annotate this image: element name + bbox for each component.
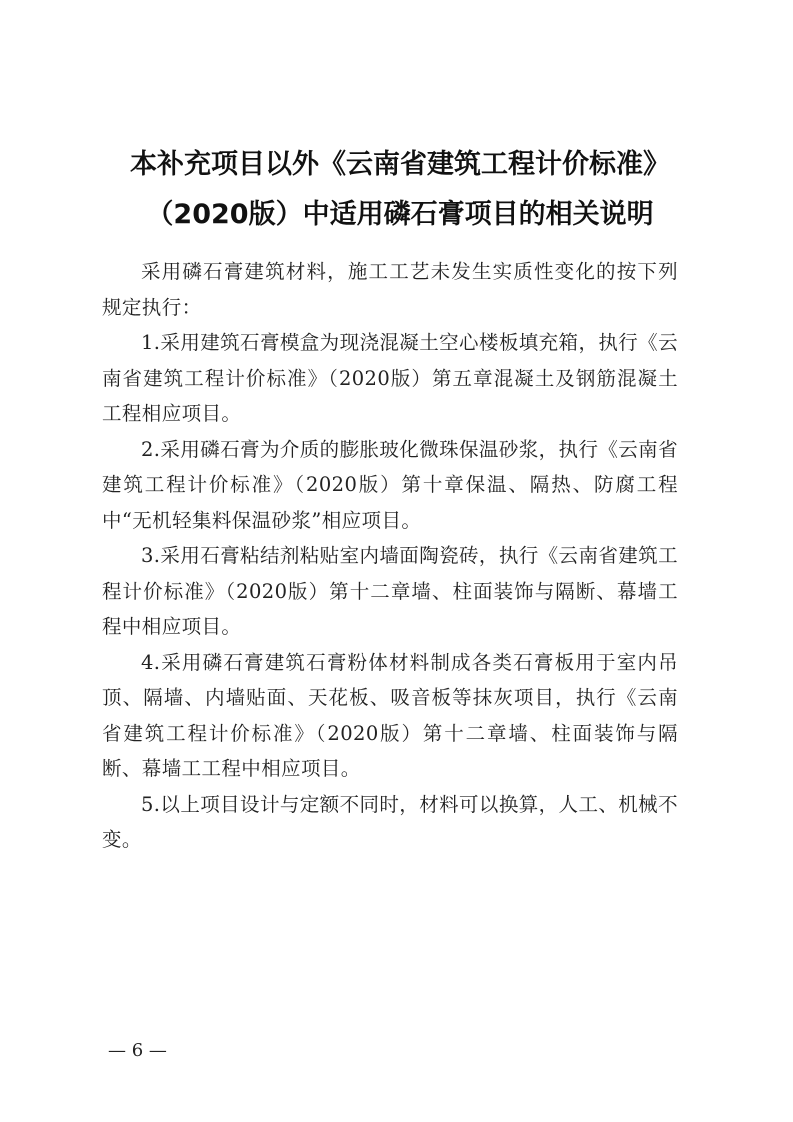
page-number: — 6 —: [108, 1040, 167, 1061]
item-paragraph-4: 4.采用磷石膏建筑石膏粉体材料制成各类石膏板用于室内吊顶、隔墙、内墙贴面、天花板、吸音板等抹灰项目，执行《云南省建筑工程计价标准》（2020版）第十二章墙、柱面装饰与隔断、幕墙工工程中相应项目。: [102, 650, 678, 780]
document-title: [90, 140, 710, 240]
document-body: [102, 254, 678, 858]
item-paragraph-2: 2.采用磷石膏为介质的膨胀玻化微珠保温砂浆，执行《云南省建筑工程计价标准》（2020版）第十章保温、隔热、防腐工程中“无机轻集料保温砂浆”相应项目。: [102, 437, 678, 532]
title-line-1: 本补充项目以外《云南省建筑工程计价标准》: [130, 149, 670, 180]
title-line-2: （2020版）中适用磷石膏项目的相关说明: [146, 199, 654, 230]
intro-paragraph: 采用磷石膏建筑材料，施工工艺未发生实质性变化的按下列规定执行：: [102, 260, 678, 319]
item-paragraph-5: 5.以上项目设计与定额不同时，材料可以换算，人工、机械不变。: [102, 792, 678, 851]
item-paragraph-3: 3.采用石膏粘结剂粘贴室内墙面陶瓷砖，执行《云南省建筑工程计价标准》（2020版）第十二章墙、柱面装饰与隔断、幕墙工程中相应项目。: [102, 544, 678, 638]
item-paragraph-1: 1.采用建筑石膏模盒为现浇混凝土空心楼板填充箱，执行《云南省建筑工程计价标准》（2020版）第五章混凝土及钢筋混凝土工程相应项目。: [102, 331, 678, 425]
